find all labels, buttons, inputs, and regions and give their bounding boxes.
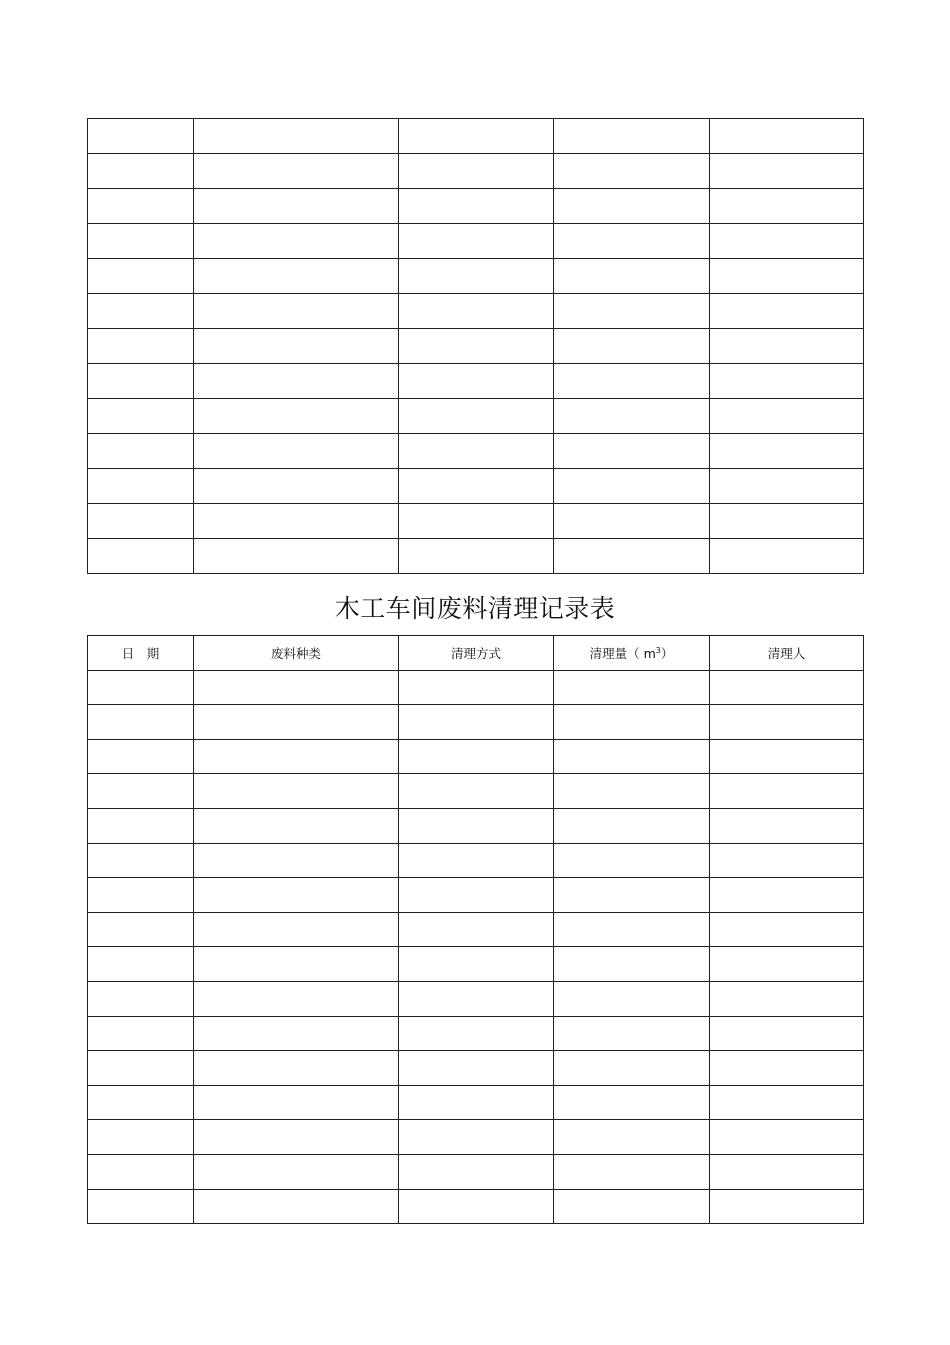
top-table-row [88,329,864,364]
person-cell[interactable] [710,1154,864,1189]
date-cell[interactable] [88,329,194,364]
date-cell[interactable] [88,189,194,224]
method-cell[interactable] [399,189,554,224]
record-table-row [88,670,864,705]
method-cell[interactable] [399,843,554,878]
waste-type-cell[interactable] [194,1189,399,1224]
waste-type-cell[interactable] [194,981,399,1016]
person-cell[interactable] [710,1051,864,1086]
header-amount [554,636,710,671]
method-cell[interactable] [399,878,554,913]
waste-type-cell[interactable] [194,399,399,434]
amount-cell[interactable] [554,1016,710,1051]
waste-type-cell[interactable] [194,1051,399,1086]
date-cell[interactable] [88,739,194,774]
top-table-row [88,154,864,189]
waste-type-cell[interactable] [194,259,399,294]
method-cell[interactable] [399,1120,554,1155]
header-row [88,636,864,671]
header-date: 日 期 [88,636,194,671]
amount-cell[interactable] [554,399,710,434]
person-cell[interactable] [710,912,864,947]
method-cell[interactable] [399,808,554,843]
top-table-row [88,504,864,539]
person-cell[interactable] [710,843,864,878]
person-cell[interactable] [710,224,864,259]
record-table-row [88,1085,864,1120]
method-cell[interactable] [399,154,554,189]
date-cell[interactable] [88,364,194,399]
record-table-row [88,1189,864,1224]
person-cell[interactable] [710,1120,864,1155]
method-cell[interactable] [399,705,554,740]
date-cell[interactable] [88,774,194,809]
person-cell[interactable] [710,808,864,843]
top-table-row [88,399,864,434]
date-cell[interactable] [88,878,194,913]
person-cell[interactable] [710,670,864,705]
amount-cell[interactable] [554,364,710,399]
person-cell[interactable] [710,878,864,913]
waste-type-cell[interactable] [194,1085,399,1120]
method-cell[interactable] [399,670,554,705]
amount-cell[interactable] [554,1051,710,1086]
method-cell[interactable] [399,1051,554,1086]
record-table-row [88,947,864,982]
person-cell[interactable] [710,1085,864,1120]
waste-type-cell[interactable] [194,119,399,154]
person-cell[interactable] [710,399,864,434]
person-cell[interactable] [710,189,864,224]
record-table-row [88,843,864,878]
waste-type-cell[interactable] [194,705,399,740]
person-cell[interactable] [710,504,864,539]
person-cell[interactable] [710,119,864,154]
method-cell[interactable] [399,1016,554,1051]
amount-cell[interactable] [554,1189,710,1224]
method-cell[interactable] [399,469,554,504]
waste-type-cell[interactable] [194,1154,399,1189]
header-amount-unit-exponent: 3 [655,645,661,655]
waste-type-cell[interactable] [194,878,399,913]
method-cell[interactable] [399,947,554,982]
amount-cell[interactable] [554,469,710,504]
waste-type-cell[interactable] [194,1120,399,1155]
method-cell[interactable] [399,774,554,809]
amount-cell[interactable] [554,739,710,774]
person-cell[interactable] [710,539,864,574]
top-table-row [88,434,864,469]
date-cell[interactable] [88,1085,194,1120]
date-cell[interactable] [88,154,194,189]
date-cell[interactable] [88,539,194,574]
waste-type-cell[interactable] [194,947,399,982]
person-cell[interactable] [710,1189,864,1224]
amount-cell[interactable] [554,224,710,259]
person-cell[interactable] [710,947,864,982]
person-cell[interactable] [710,981,864,1016]
amount-cell[interactable] [554,878,710,913]
top-table-row [88,224,864,259]
header-person: 清理人 [710,636,864,671]
person-cell[interactable] [710,774,864,809]
amount-cell[interactable] [554,774,710,809]
date-cell[interactable] [88,224,194,259]
date-cell[interactable] [88,434,194,469]
person-cell[interactable] [710,434,864,469]
waste-type-cell[interactable] [194,224,399,259]
amount-cell[interactable] [554,154,710,189]
date-cell[interactable] [88,1051,194,1086]
method-cell[interactable] [399,364,554,399]
date-cell[interactable] [88,1154,194,1189]
date-cell[interactable] [88,469,194,504]
waste-type-cell[interactable] [194,434,399,469]
top-table-row [88,539,864,574]
record-table-row [88,912,864,947]
header-amount-text: 清理量（ m [589,645,656,661]
person-cell[interactable] [710,364,864,399]
waste-type-cell[interactable] [194,469,399,504]
waste-type-cell[interactable] [194,912,399,947]
date-cell[interactable] [88,294,194,329]
amount-cell[interactable] [554,119,710,154]
record-table-row [88,1016,864,1051]
amount-cell[interactable] [554,670,710,705]
top-table-row [88,469,864,504]
record-table-row [88,705,864,740]
waste-type-cell[interactable] [194,329,399,364]
person-cell[interactable] [710,705,864,740]
top-table-row [88,119,864,154]
amount-cell[interactable] [554,504,710,539]
waste-type-cell[interactable] [194,1016,399,1051]
header-waste-type: 废料种类 [194,636,399,671]
date-cell[interactable] [88,504,194,539]
waste-type-cell[interactable] [194,670,399,705]
page-title: 木工车间废料清理记录表 [334,594,616,623]
date-cell[interactable] [88,981,194,1016]
waste-type-cell[interactable] [194,843,399,878]
person-cell[interactable] [710,259,864,294]
amount-cell[interactable] [554,981,710,1016]
method-cell[interactable] [399,224,554,259]
waste-type-cell[interactable] [194,189,399,224]
header-amount-close: ） [660,645,674,661]
date-cell[interactable] [88,1016,194,1051]
method-cell[interactable] [399,329,554,364]
method-cell[interactable] [399,1085,554,1120]
person-cell[interactable] [710,294,864,329]
amount-cell[interactable] [554,434,710,469]
continued-record-table [87,118,864,574]
method-cell[interactable] [399,1154,554,1189]
record-table-row [88,878,864,913]
date-cell[interactable] [88,1189,194,1224]
date-cell[interactable] [88,705,194,740]
record-table-row [88,808,864,843]
amount-cell[interactable] [554,189,710,224]
method-cell[interactable] [399,739,554,774]
date-cell[interactable] [88,1120,194,1155]
waste-type-cell[interactable] [194,364,399,399]
date-cell[interactable] [88,119,194,154]
waste-type-cell[interactable] [194,504,399,539]
method-cell[interactable] [399,259,554,294]
top-table-row [88,364,864,399]
amount-cell[interactable] [554,259,710,294]
method-cell[interactable] [399,399,554,434]
method-cell[interactable] [399,539,554,574]
record-table-row [88,774,864,809]
amount-cell[interactable] [554,808,710,843]
top-table-row [88,189,864,224]
record-table-row [88,981,864,1016]
method-cell[interactable] [399,504,554,539]
record-table-row [88,739,864,774]
amount-cell[interactable] [554,329,710,364]
top-table-row [88,294,864,329]
amount-cell[interactable] [554,705,710,740]
waste-type-cell[interactable] [194,154,399,189]
date-cell[interactable] [88,947,194,982]
method-cell[interactable] [399,294,554,329]
waste-cleaning-record-table [87,635,864,1224]
waste-type-cell[interactable] [194,294,399,329]
date-cell[interactable] [88,912,194,947]
waste-type-cell[interactable] [194,774,399,809]
date-cell[interactable] [88,843,194,878]
method-cell[interactable] [399,1189,554,1224]
date-cell[interactable] [88,259,194,294]
amount-cell[interactable] [554,1120,710,1155]
record-table-row [88,1154,864,1189]
person-cell[interactable] [710,469,864,504]
date-cell[interactable] [88,808,194,843]
person-cell[interactable] [710,329,864,364]
date-cell[interactable] [88,399,194,434]
amount-cell[interactable] [554,947,710,982]
amount-cell[interactable] [554,1154,710,1189]
method-cell[interactable] [399,912,554,947]
waste-type-cell[interactable] [194,739,399,774]
method-cell[interactable] [399,434,554,469]
amount-cell[interactable] [554,1085,710,1120]
amount-cell[interactable] [554,912,710,947]
record-table-row [88,1051,864,1086]
method-cell[interactable] [399,119,554,154]
person-cell[interactable] [710,739,864,774]
person-cell[interactable] [710,1016,864,1051]
top-table-row [88,259,864,294]
amount-cell[interactable] [554,539,710,574]
waste-type-cell[interactable] [194,539,399,574]
record-table-row [88,1120,864,1155]
amount-cell[interactable] [554,294,710,329]
person-cell[interactable] [710,154,864,189]
amount-cell[interactable] [554,843,710,878]
waste-type-cell[interactable] [194,808,399,843]
header-method: 清理方式 [399,636,554,671]
method-cell[interactable] [399,981,554,1016]
date-cell[interactable] [88,670,194,705]
